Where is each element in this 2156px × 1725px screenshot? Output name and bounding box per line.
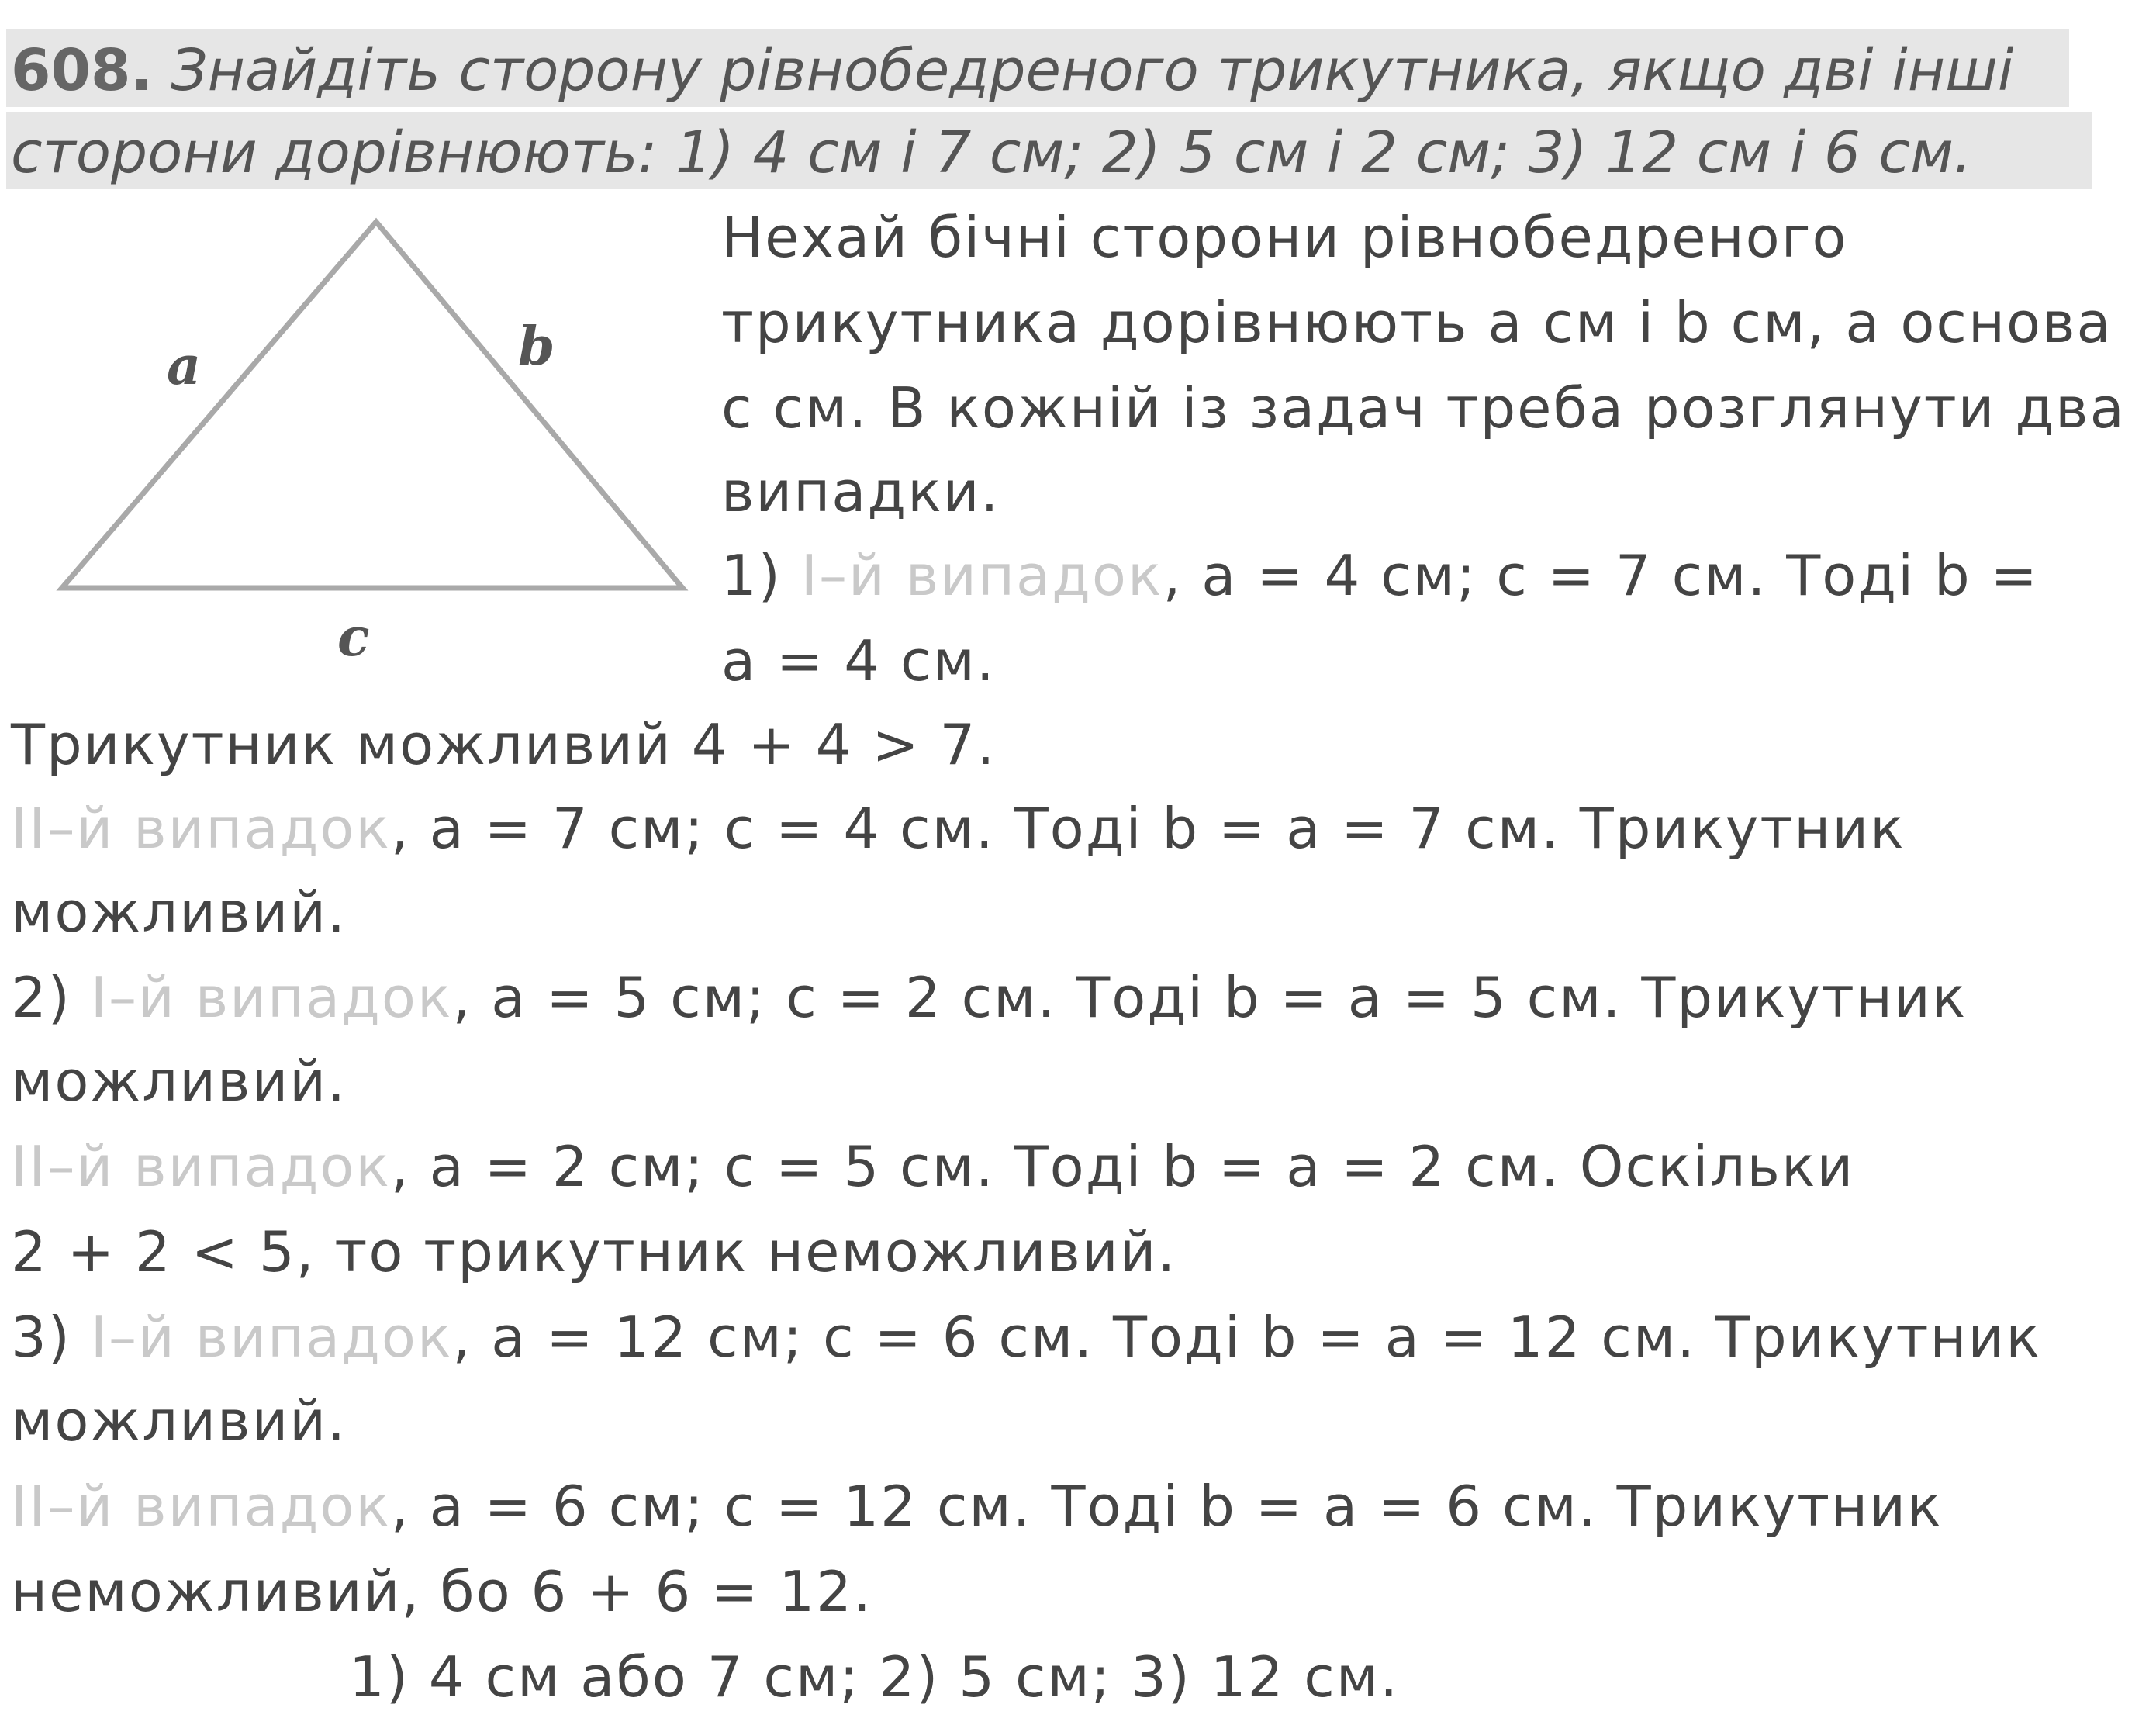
intro-line-3: c см. В кожній із задач треба розглянути два: [721, 375, 2126, 441]
part1-case2-line-2: можливий.: [11, 880, 347, 945]
part1-case1-line-1: [721, 543, 2039, 608]
part1-number: 1): [721, 543, 801, 608]
problem-statement-line-1: [11, 37, 2014, 104]
part3-case2-line-1: [11, 1474, 1943, 1539]
isosceles-triangle-figure: [47, 209, 713, 675]
side-label-b: b: [518, 316, 555, 378]
part1-case1-line-3: Трикутник можливий 4 + 4 > 7.: [11, 712, 997, 777]
part2-case1-line-2: можливий.: [11, 1049, 347, 1114]
problem-number: 608.: [11, 37, 153, 104]
triangle-shape: [62, 222, 682, 588]
part2-case2-line-1: [11, 1134, 1855, 1199]
side-label-c: c: [337, 607, 370, 669]
part2-case2-text: , a = 2 см; c = 5 см. Тоді b = a = 2 см. Оскільки: [390, 1134, 1855, 1199]
part1-case1-line-2: a = 4 см.: [721, 628, 996, 693]
case-label: I–й випадок: [90, 1305, 453, 1370]
answer-line: 1) 4 см або 7 см; 2) 5 см; 3) 12 см.: [349, 1644, 1400, 1709]
part2-case2-line-2: 2 + 2 < 5, то трикутник неможливий.: [11, 1219, 1177, 1284]
part3-case1-text: , a = 12 см; c = 6 см. Тоді b = a = 12 см. Трикутник: [452, 1305, 2041, 1370]
part1-case1-text: , a = 4 см; c = 7 см. Тоді b =: [1163, 543, 2039, 608]
problem-text-1: Знайдіть сторону рівнобедреного трикутника, якщо дві інші: [171, 37, 2014, 104]
intro-line-4: випадки.: [721, 459, 1000, 524]
part3-case2-line-2: неможливий, бо 6 + 6 = 12.: [11, 1559, 872, 1624]
part3-number: 3): [11, 1305, 91, 1370]
part3-case2-text: , a = 6 см; c = 12 см. Тоді b = a = 6 см. Трикутник: [390, 1474, 1943, 1539]
case-label: I–й випадок: [800, 543, 1163, 608]
problem-statement-line-2: сторони дорівнюють: 1) 4 см і 7 см; 2) 5 см і 2 см; 3) 12 см і 6 см.: [11, 119, 1972, 186]
part3-case1-line-1: [11, 1305, 2041, 1370]
part2-number: 2): [11, 965, 91, 1030]
intro-line-1: Нехай бічні сторони рівнобедреного: [721, 205, 1848, 270]
case-label: II–й випадок: [11, 1134, 391, 1199]
part1-case2-text: , a = 7 см; c = 4 см. Тоді b = a = 7 см. Трикутник: [390, 796, 1906, 861]
part1-case2-line-1: [11, 796, 1906, 861]
part2-case1-line-1: [11, 965, 1968, 1030]
case-label: II–й випадок: [11, 796, 391, 861]
intro-line-2: трикутника дорівнюють a см і b см, а основа: [721, 290, 2113, 355]
case-label: I–й випадок: [90, 965, 453, 1030]
part2-case1-text: , a = 5 см; c = 2 см. Тоді b = a = 5 см. Трикутник: [452, 965, 1968, 1030]
case-label: II–й випадок: [11, 1474, 391, 1539]
part3-case1-line-2: можливий.: [11, 1388, 347, 1454]
side-label-a: a: [167, 335, 202, 397]
